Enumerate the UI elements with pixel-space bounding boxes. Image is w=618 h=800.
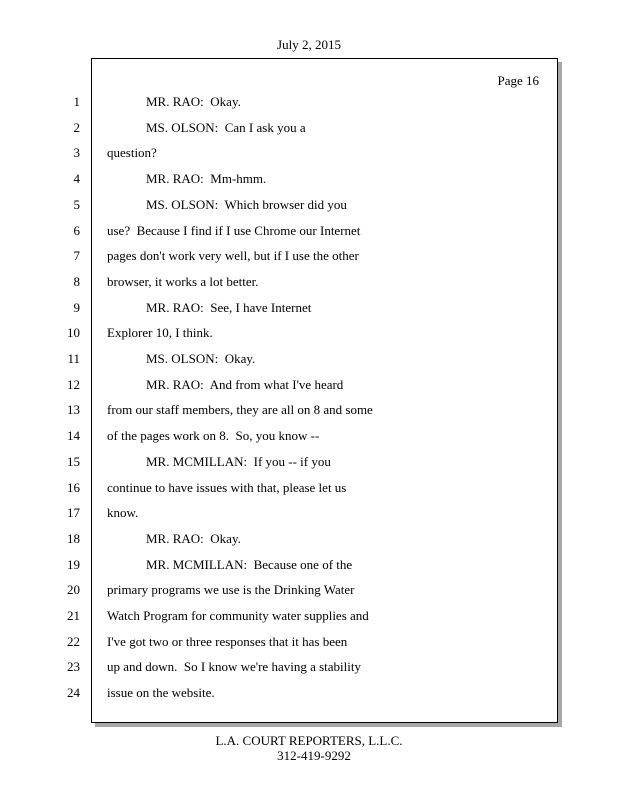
line-number: 13	[67, 402, 80, 417]
line-number: 23	[67, 659, 80, 674]
line-number: 5	[73, 197, 80, 212]
line-text: Explorer 10, I think.	[107, 325, 213, 340]
line-number: 21	[67, 608, 80, 623]
line-text: MR. MCMILLAN: If you -- if you	[107, 454, 331, 469]
line-text: browser, it works a lot better.	[107, 274, 259, 289]
line-number: 9	[73, 300, 80, 315]
line-number: 22	[67, 634, 80, 649]
line-text: question?	[107, 145, 157, 160]
line-text: MR. MCMILLAN: Because one of the	[107, 557, 353, 572]
page-number: Page 16	[497, 73, 539, 88]
line-number: 17	[67, 505, 80, 520]
line-number: 8	[73, 274, 80, 289]
line-text: Watch Program for community water supplies and	[107, 608, 369, 623]
line-number: 12	[67, 377, 80, 392]
line-text: MR. RAO: See, I have Internet	[107, 300, 312, 315]
line-text: MR. RAO: Mm-hmm.	[107, 171, 267, 186]
line-text: use? Because I find if I use Chrome our Internet	[107, 223, 361, 238]
line-number: 11	[67, 351, 80, 366]
line-number: 14	[67, 428, 80, 443]
line-number: 4	[73, 171, 80, 186]
line-number: 15	[67, 454, 80, 469]
line-number: 7	[73, 248, 80, 263]
footer-phone: 312-419-9292	[277, 748, 351, 763]
line-number: 6	[73, 223, 80, 238]
line-number: 18	[67, 531, 80, 546]
line-number: 20	[67, 582, 80, 597]
line-text: MR. RAO: Okay.	[107, 94, 241, 109]
line-text: MS. OLSON: Which browser did you	[107, 197, 347, 212]
line-number: 16	[67, 480, 80, 495]
line-text: know.	[107, 505, 139, 520]
line-text: up and down. So I know we're having a stability	[107, 659, 361, 674]
line-text: issue on the website.	[107, 685, 215, 700]
footer-company: L.A. COURT REPORTERS, L.L.C.	[215, 733, 403, 748]
line-text: MR. RAO: Okay.	[107, 531, 241, 546]
line-text: MS. OLSON: Can I ask you a	[107, 120, 306, 135]
line-number: 24	[67, 685, 80, 700]
line-text: MR. RAO: And from what I've heard	[107, 377, 344, 392]
line-number: 10	[67, 325, 80, 340]
line-text: continue to have issues with that, please let us	[107, 480, 347, 495]
line-text: from our staff members, they are all on 8 and some	[107, 402, 373, 417]
line-text: MS. OLSON: Okay.	[107, 351, 256, 366]
line-text: primary programs we use is the Drinking Water	[107, 582, 355, 597]
line-number: 1	[73, 94, 80, 109]
header-date: July 2, 2015	[277, 37, 341, 52]
line-number: 19	[67, 557, 80, 572]
line-text: I've got two or three responses that it has been	[107, 634, 348, 649]
line-text: of the pages work on 8. So, you know --	[107, 428, 320, 443]
line-number: 3	[73, 145, 80, 160]
line-number: 2	[73, 120, 80, 135]
line-text: pages don't work very well, but if I use the other	[107, 248, 359, 263]
